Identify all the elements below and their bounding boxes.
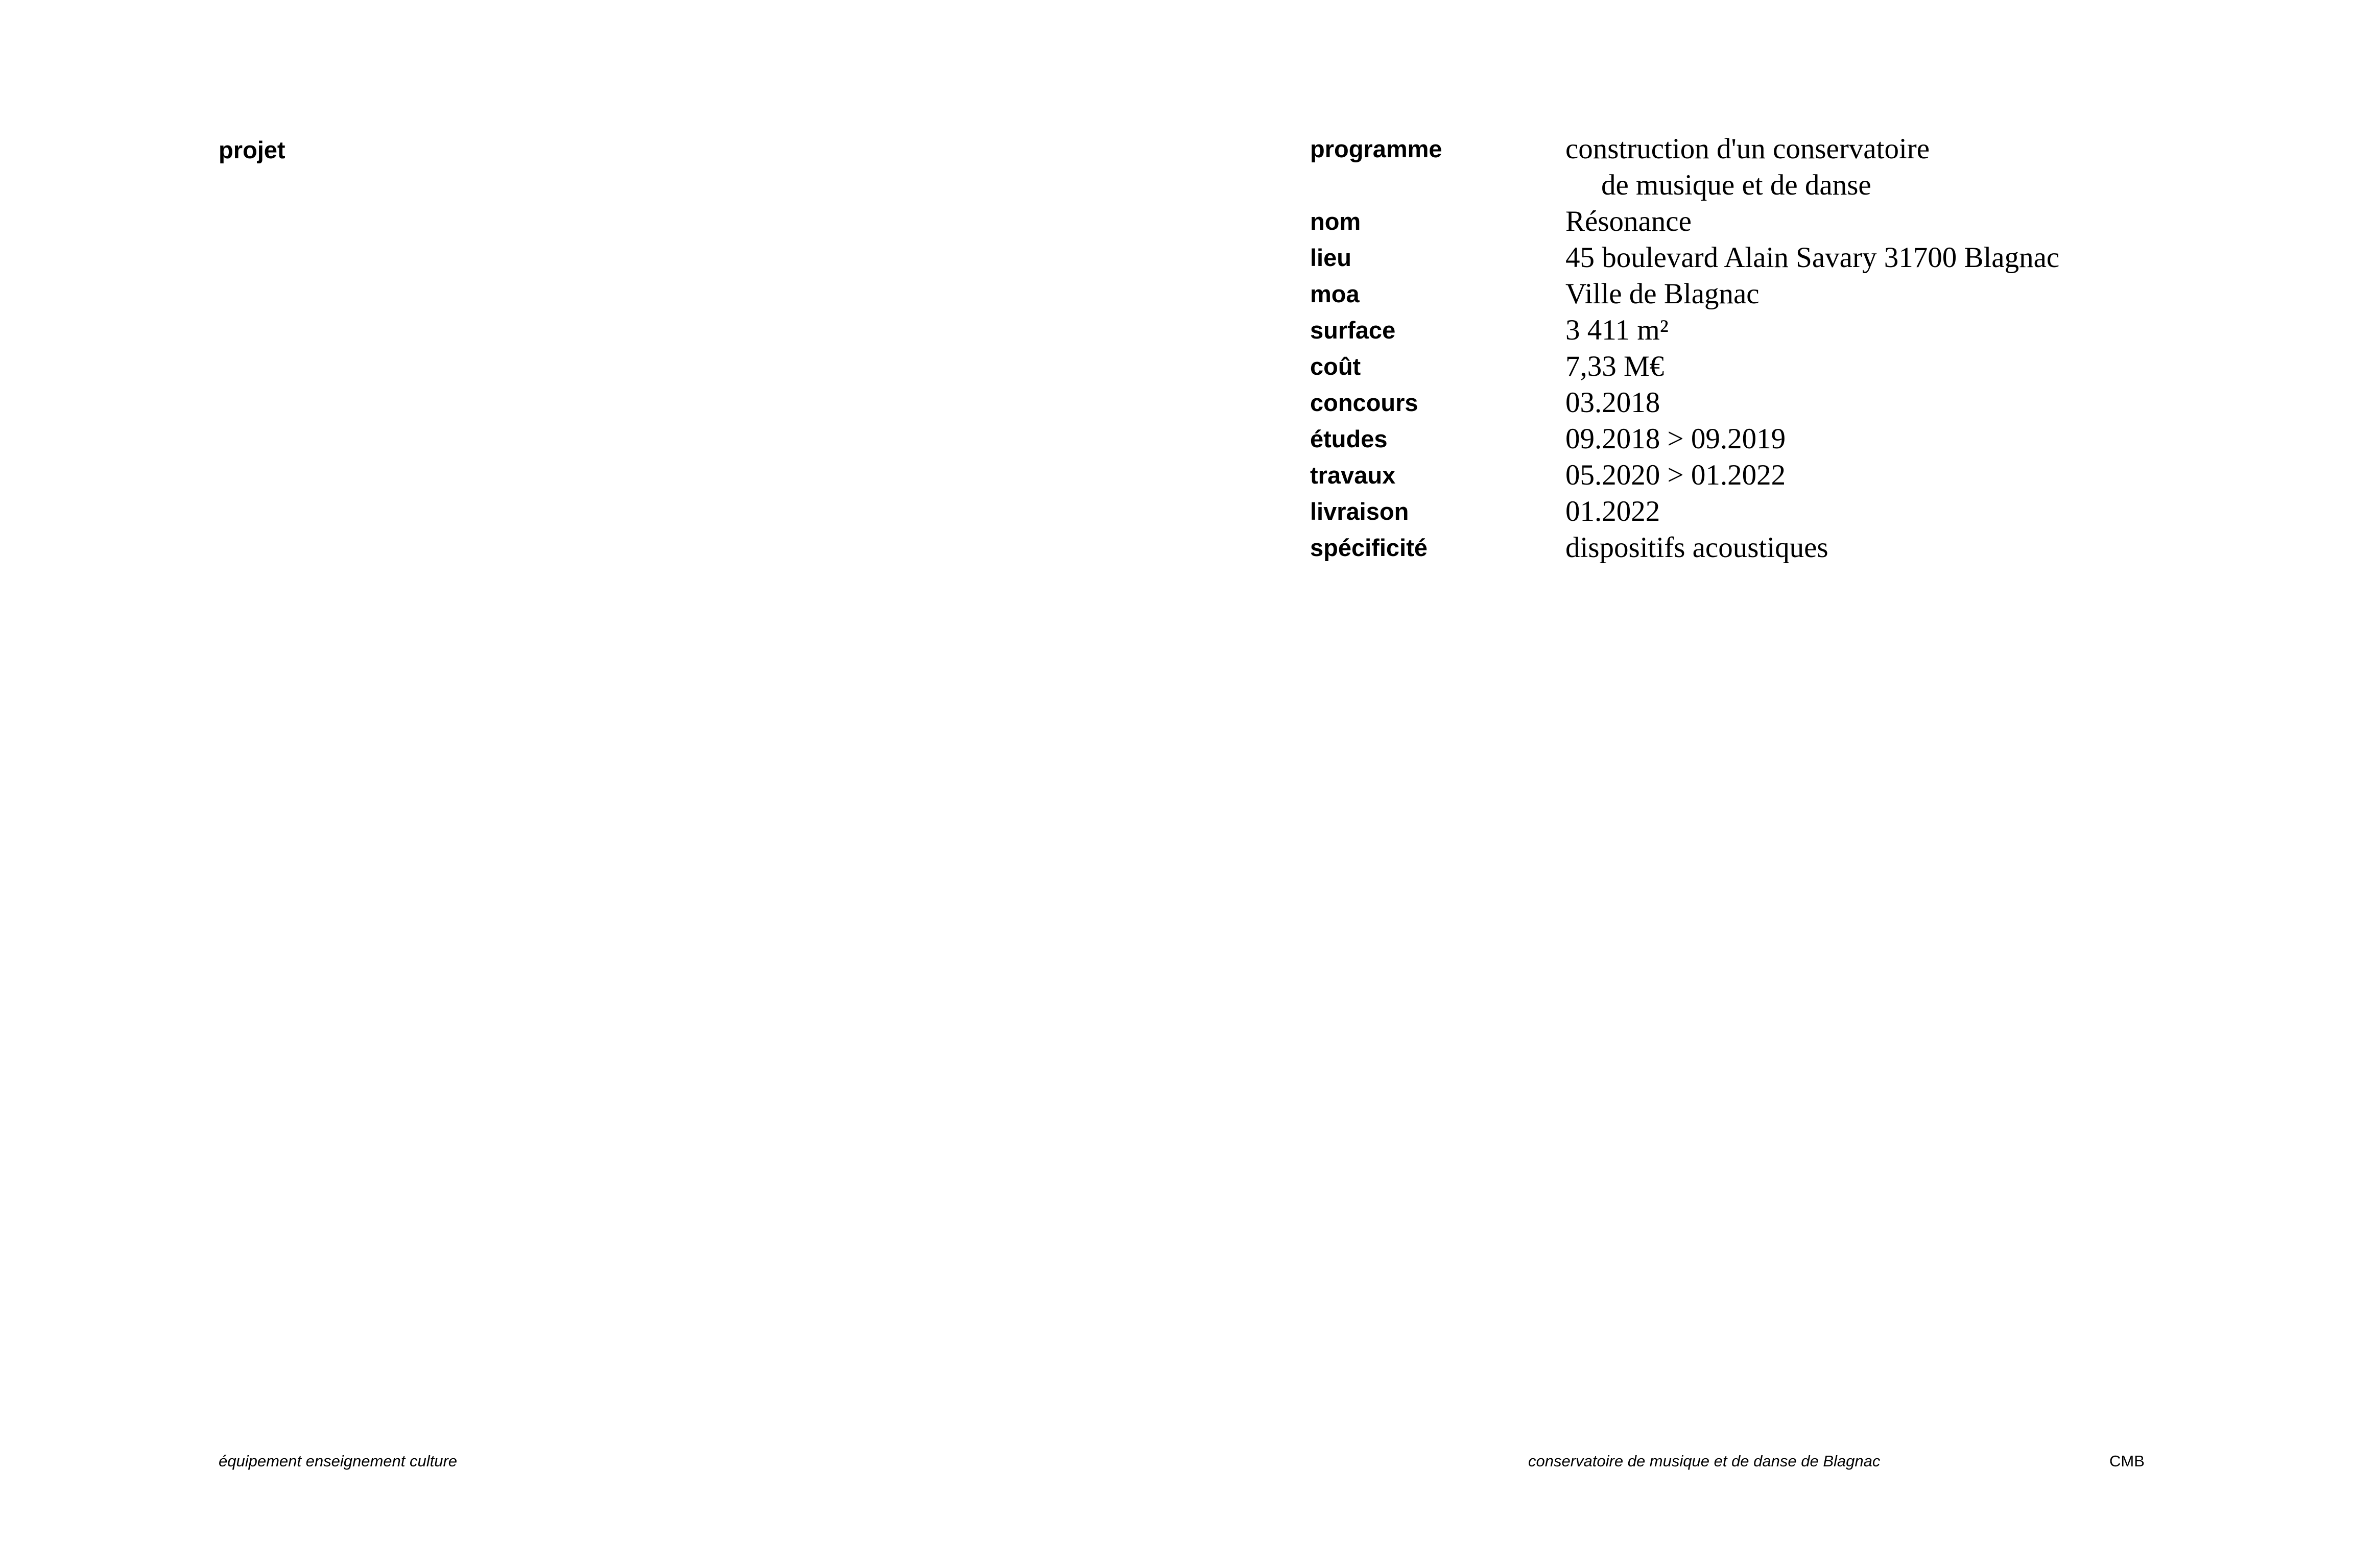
spec-value: dispositifs acoustiques — [1565, 532, 1828, 564]
section-label-projet: projet — [219, 136, 286, 163]
spec-row-programme — [1310, 131, 2280, 203]
spec-row-travaux — [1310, 457, 2280, 493]
spec-key: lieu — [1310, 244, 1351, 271]
spec-key: coût — [1310, 353, 1361, 380]
spec-value: 45 boulevard Alain Savary 31700 Blagnac — [1565, 242, 2060, 274]
footer-code: CMB — [2109, 1452, 2145, 1470]
spec-key: travaux — [1310, 462, 1396, 489]
spec-row-nom — [1310, 203, 2280, 239]
spec-row-lieu — [1310, 239, 2280, 276]
spec-value: Résonance — [1565, 205, 1692, 237]
spec-key: programme — [1310, 135, 1442, 162]
spec-key: concours — [1310, 389, 1418, 416]
spec-value: Ville de Blagnac — [1565, 278, 1760, 310]
spec-value-line1: construction d'un conservatoire — [1565, 133, 1930, 165]
spec-value: 03.2018 — [1565, 387, 1660, 419]
footer-category: équipement enseignement culture — [219, 1452, 458, 1470]
spec-key: moa — [1310, 280, 1360, 307]
footer-project-title: conservatoire de musique et de danse de Blagnac — [1528, 1452, 1881, 1470]
spec-value: 01.2022 — [1565, 495, 1660, 527]
spec-row-livraison — [1310, 493, 2280, 529]
spec-key: études — [1310, 425, 1388, 452]
spec-key: surface — [1310, 317, 1396, 344]
spec-row-etudes — [1310, 421, 2280, 457]
spec-value: 09.2018 > 09.2019 — [1565, 423, 1786, 455]
spec-key: spécificité — [1310, 534, 1428, 561]
spec-value-line2: de musique et de danse — [1601, 169, 1871, 201]
spec-value — [1565, 131, 1930, 203]
spec-value: 05.2020 > 01.2022 — [1565, 459, 1786, 491]
spec-value: 3 411 m² — [1565, 314, 1669, 346]
spec-row-surface — [1310, 312, 2280, 348]
spec-row-specificite — [1310, 529, 2280, 566]
spec-value: 7,33 M€ — [1565, 350, 1665, 382]
spec-row-moa — [1310, 276, 2280, 312]
spec-key: livraison — [1310, 498, 1409, 525]
spec-row-concours — [1310, 384, 2280, 421]
spec-row-cout — [1310, 348, 2280, 384]
spec-key: nom — [1310, 208, 1361, 235]
project-spec-table — [1310, 131, 2280, 566]
